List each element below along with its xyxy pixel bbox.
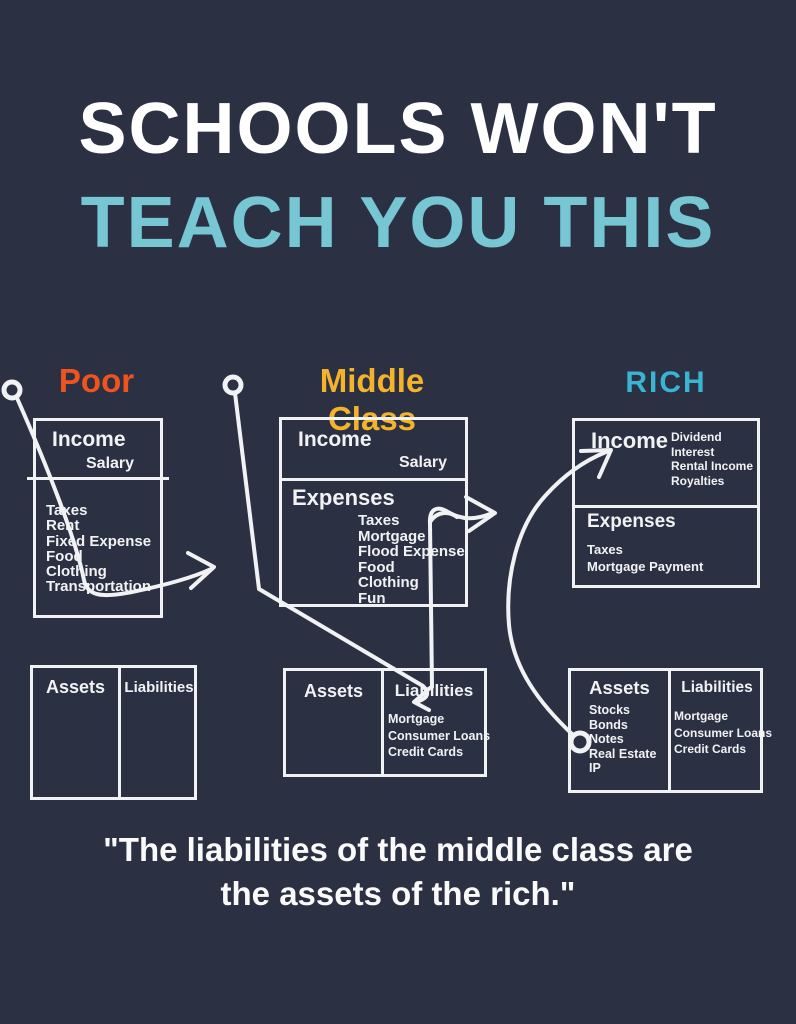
- column-label-middle-class: Middle Class: [319, 362, 425, 437]
- expense-item: Clothing: [46, 563, 107, 581]
- expense-item-struck: Transportation: [46, 578, 152, 596]
- middle-class-balance-sheet-box: [283, 668, 491, 777]
- title-line-1: SCHOOLS WON'T: [78, 89, 718, 169]
- asset-item: Bonds: [589, 717, 628, 732]
- divider: [575, 505, 757, 508]
- rich-liabilities-header: Liabilities: [681, 679, 753, 696]
- middle-income-header: Income: [298, 428, 372, 451]
- expense-item: Taxes: [46, 502, 88, 519]
- expense-item: Taxes: [358, 512, 400, 529]
- flow-start-dot: [225, 377, 241, 393]
- poor-income-item: Salary: [86, 455, 135, 472]
- rich-expense-list: [587, 541, 703, 575]
- poor-income-header: Income: [52, 428, 126, 451]
- asset-item: Notes: [589, 732, 624, 746]
- rich-assets-list: [589, 703, 656, 776]
- column-label-rich: RICH: [625, 366, 707, 399]
- poor-assets-header: Assets: [45, 677, 106, 697]
- rich-income-list: [671, 430, 753, 488]
- flow-start-dot: [4, 382, 20, 398]
- income-item: Royalties: [671, 473, 725, 488]
- middle-liabilities-list: [388, 711, 490, 761]
- asset-item: IP: [589, 761, 601, 775]
- liability-item: Consumer Loans: [388, 728, 491, 743]
- rich-assets-header: Assets: [589, 677, 650, 698]
- poor-expense-list: [46, 503, 151, 595]
- title-line-2: TEACH YOU THIS: [80, 183, 716, 263]
- income-item: Rental Income: [671, 459, 754, 473]
- rich-balance-sheet-box: [568, 668, 773, 793]
- expense-item: Clothing: [358, 574, 419, 591]
- liability-item: Mortgage: [388, 712, 445, 726]
- expense-item: Food: [46, 547, 83, 565]
- liability-item: Consumer Loans: [674, 725, 773, 740]
- column-label-poor: Poor: [58, 362, 135, 399]
- middle-assets-header: Assets: [303, 681, 364, 701]
- expense-item: Rent: [46, 517, 80, 535]
- quote-line-2: the assets of the rich.": [220, 874, 576, 912]
- expense-item: Flood Expense: [358, 543, 465, 560]
- middle-liabilities-header: Liabilities: [394, 681, 474, 700]
- liability-item: Mortgage: [674, 709, 728, 723]
- arrowhead: [466, 497, 495, 531]
- poor-income-statement-box: [33, 418, 163, 618]
- rich-income-statement-box: [572, 418, 760, 588]
- arrowhead: [188, 553, 214, 588]
- middle-income-item: Salary: [398, 454, 447, 471]
- rich-income-header: Income: [591, 428, 669, 453]
- income-item: Interest: [671, 444, 715, 459]
- expense-item: Taxes: [587, 542, 623, 557]
- rich-liabilities-list: [674, 708, 772, 758]
- poor-balance-sheet-box: [30, 665, 197, 800]
- middle-expenses-header: Expenses: [292, 485, 395, 510]
- poor-liabilities-header: Liabilities: [124, 679, 194, 696]
- bottom-quote: [0, 828, 796, 915]
- expense-item: Mortgage: [358, 527, 426, 545]
- quote-line-1: "The liabilities of the middle class are: [103, 831, 693, 868]
- rich-expenses-header: Expenses: [587, 511, 676, 532]
- liability-item: Credit Cards: [674, 742, 747, 756]
- asset-item: Stocks: [589, 703, 630, 717]
- liability-item: Credit Cards: [388, 745, 464, 759]
- divider: [282, 478, 465, 481]
- expense-item: Food: [358, 558, 395, 576]
- income-item: Dividend: [671, 430, 722, 444]
- expense-item: Fixed Expense: [46, 532, 152, 550]
- expense-item: Mortgage Payment: [587, 559, 704, 574]
- expense-item: Fun: [358, 589, 386, 607]
- middle-expense-list: [358, 513, 465, 606]
- asset-item: Real Estate: [589, 746, 657, 761]
- middle-class-income-statement-box: [279, 417, 468, 607]
- divider: [27, 477, 169, 480]
